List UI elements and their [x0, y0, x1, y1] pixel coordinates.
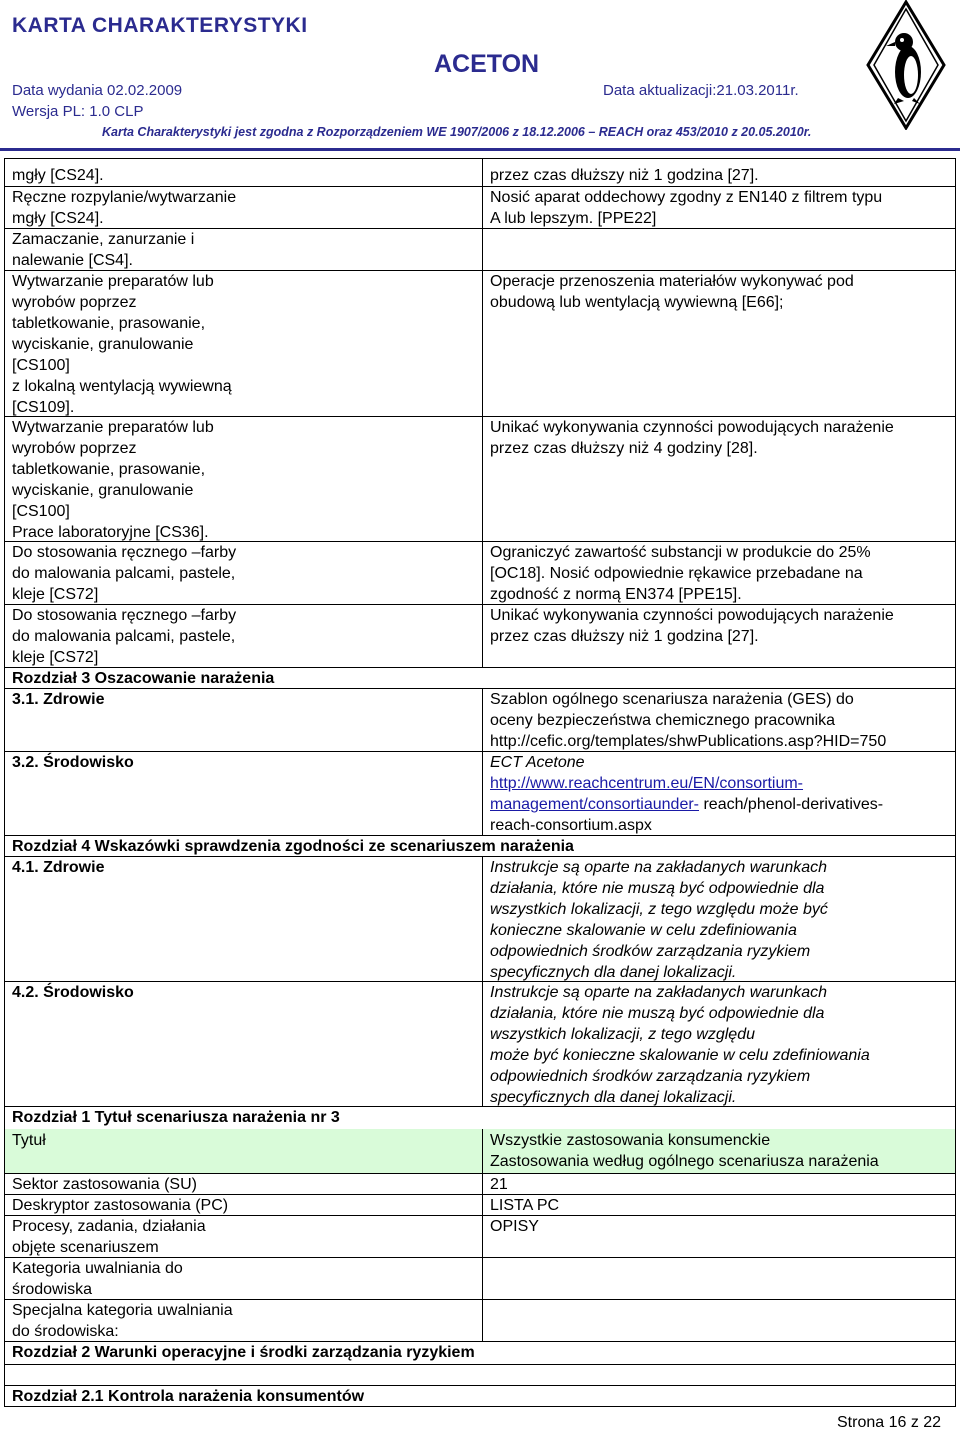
issue-date: Data wydania 02.02.2009: [12, 82, 183, 99]
product-name: ACETON: [434, 50, 540, 78]
row-left: Ręczne rozpylanie/wytwarzanie mgły [CS24].: [12, 189, 237, 227]
section3-title: Rozdział 3 Oszacowanie narażenia: [12, 670, 275, 687]
field-value: 21: [490, 1176, 508, 1193]
scenario-title: Rozdział 1 Tytuł scenariusza narażenia nr 3: [12, 1109, 340, 1126]
field-value: OPISY: [490, 1218, 539, 1235]
field-label: Tytuł: [12, 1132, 46, 1149]
version: Wersja PL: 1.0 CLP: [12, 103, 144, 120]
section3-env-rest: reach/phenol-derivatives-: [699, 796, 884, 813]
section3-env-label: 3.2. Środowisko: [12, 754, 134, 771]
row-left: Do stosowania ręcznego –farby do malowania palcami, pastele, kleje [CS72]: [12, 544, 237, 603]
row-left: Wytwarzanie preparatów lub wyrobów poprzez tabletkowanie, prasowanie, wyciskanie, granulowanie [CS100] z lokalną wentylacją wywiewną [CS109].: [12, 273, 232, 416]
field-label: Deskryptor zastosowania (PC): [12, 1197, 229, 1214]
section4-env-label: 4.2. Środowisko: [12, 984, 134, 1001]
row-left: Do stosowania ręcznego –farby do malowania palcami, pastele, kleje [CS72]: [12, 607, 237, 666]
field-label: Procesy, zadania, działania objęte scenariuszem: [12, 1218, 206, 1256]
document-header: [0, 0, 960, 150]
section3-env-line: [490, 794, 883, 815]
section3-env-last: reach-consortium.aspx: [490, 817, 652, 834]
section4-health-text: Instrukcje są oparte na zakładanych warunkach działania, które nie muszą być odpowiednie dla wszystkich lokalizacji, z tego względu może być konieczne skalowanie w celu zdefiniowania odpowiednich środków zarządzania ryzykiem specyficznych dla danej lokalizacji.: [490, 859, 828, 981]
header-divider: [0, 148, 960, 151]
row-left: Zamaczanie, zanurzanie i nalewanie [CS4].: [12, 231, 195, 269]
section3-health-label: 3.1. Zdrowie: [12, 691, 105, 708]
section2-title: Rozdział 2 Warunki operacyjne i środki zarządzania ryzykiem: [12, 1344, 475, 1361]
row-right: Ograniczyć zawartość substancji w produkcie do 25% [OC18]. Nosić odpowiednie rękawice przebadane na zgodność z normą EN374 [PPE15].: [490, 544, 871, 603]
section21-title: Rozdział 2.1 Kontrola narażenia konsumentów: [12, 1388, 365, 1405]
field-label: Sektor zastosowania (SU): [12, 1176, 197, 1193]
column-divider: [482, 688, 483, 835]
field-label: Specjalna kategoria uwalniania do środowiska:: [12, 1302, 233, 1340]
row-divider: [5, 1364, 955, 1365]
field-value: LISTA PC: [490, 1197, 560, 1214]
update-date: Data aktualizacji:21.03.2011r.: [603, 82, 799, 99]
column-divider: [482, 1129, 483, 1341]
row-right: Unikać wykonywania czynności powodujących narażenie przez czas dłuższy niż 1 godzina [27].: [490, 607, 894, 645]
page-number: Strona 16 z 22: [837, 1414, 942, 1431]
row-right: przez czas dłuższy niż 1 godzina [27].: [490, 167, 759, 184]
column-divider: [482, 856, 483, 1106]
section3-health-text: Szablon ogólnego scenariusza narażenia (GES) do oceny bezpieczeństwa chemicznego pracownika http://cefic.org/templates/shwPublications.asp?HID=750: [490, 691, 887, 750]
field-value: Wszystkie zastosowania konsumenckie Zastosowania według ogólnego scenariusza narażenia: [490, 1132, 879, 1170]
penguin-logo-icon: [866, 0, 946, 130]
section3-env-title: ECT Acetone: [490, 754, 585, 771]
compliance-note: Karta Charakterystyki jest zgodna z Rozporządzeniem WE 1907/2006 z 18.12.2006 – REACH oraz 453/2010 z 20.05.2010r.: [102, 125, 812, 139]
row-right: Nosić aparat oddechowy zgodny z EN140 z filtrem typu A lub lepszym. [PPE22]: [490, 189, 883, 227]
row-right: Operacje przenoszenia materiałów wykonywać pod obudową lub wentylacją wywiewną [E66];: [490, 273, 854, 311]
doc-type-title: KARTA CHARAKTERYSTYKI: [12, 14, 308, 37]
section4-env-text: Instrukcje są oparte na zakładanych warunkach działania, które nie muszą być odpowiednie dla wszystkich lokalizacji, z tego względu może być konieczne skalowanie w celu zdefiniowania odpowiednich środków zarządzania ryzykiem specyficznych dla danej lokalizacji.: [490, 984, 870, 1106]
field-label: Kategoria uwalniania do środowiska: [12, 1260, 183, 1298]
reachcentrum-link[interactable]: http://www.reachcentrum.eu/EN/consortium-: [490, 775, 804, 792]
row-right: Unikać wykonywania czynności powodujących narażenie przez czas dłuższy niż 4 godziny [28].: [490, 419, 894, 457]
column-divider: [482, 159, 483, 667]
section4-title: Rozdział 4 Wskazówki sprawdzenia zgodności ze scenariuszem narażenia: [12, 838, 574, 855]
row-left: Wytwarzanie preparatów lub wyrobów poprzez tabletkowanie, prasowanie, wyciskanie, granulowanie [CS100] Prace laboratoryjne [CS36].: [12, 419, 214, 541]
section4-health-label: 4.1. Zdrowie: [12, 859, 105, 876]
row-left: mgły [CS24].: [12, 167, 104, 184]
consortia-link[interactable]: management/consortiaunder-: [490, 796, 700, 813]
